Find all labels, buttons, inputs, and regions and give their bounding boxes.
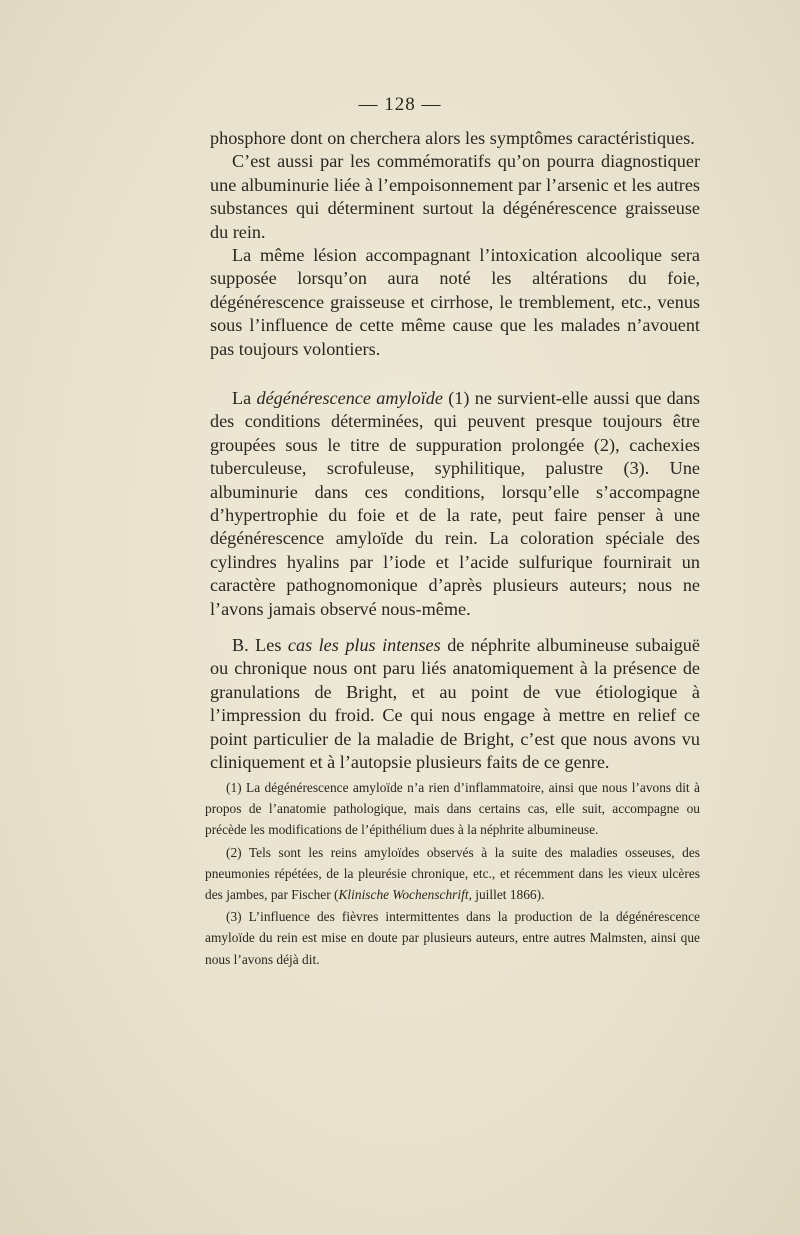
text-block-top [210,127,700,361]
paragraph-continuation: phosphore dont on cherchera alors les symptômes caractéristiques. [210,128,695,148]
paragraph-section-b [210,634,700,774]
paragraph-body: (1) ne survient-elle aussi que dans des conditions déterminées, qui peuvent presque toujours être groupées sous le titre de suppuration prolongée (2), cachexies tuberculeuse, scrofuleuse, syphilitique, palustre (3). Une albuminurie dans ces conditions, lorsqu’elle s’accompagne d’hypertrophie du foie et de la rate, peut faire penser à une dégénérescence amyloïde du rein. La coloration spéciale des cylindres hyalins par l’iode et l’acide sulfurique fournirait un caractère pathognomonique d’après plusieurs auteurs; nous ne l’avons jamais observé nous-même. [210,388,701,619]
italic-term: dégénérescence amyloïde [256,388,443,408]
text-block-amyloide [210,387,700,621]
paragraph-lead: La [232,388,257,408]
paragraph-lead: B. Les [232,635,288,655]
paragraph-degenerescence-amyloide [210,387,700,621]
paragraph-commemoratifs: C’est aussi par les commémoratifs qu’on pourra diagnostiquer une albuminurie liée à l’empoisonnement par l’arsenic et les autres substances qui déterminent surtout la dégénérescence graisseuse du rein. [210,151,700,242]
italic-term: cas les plus intenses [287,635,441,655]
paragraph-body: de néphrite albumineuse subaiguë ou chronique nous ont paru liés anatomiquement à la présence de granulations de Bright, et au point de vue étiologique à l’impression du froid. Ce qui nous engage à mettre en relief ce point particulier de la maladie de Bright, c’est que nous avons vu cliniquement et à l’autopsie plusieurs faits de ce genre. [210,635,700,773]
page-number: — 128 — [358,94,442,115]
footnote-lead: (2) Tels sont les reins amyloïdes observés à la suite des maladies osseuses, des pneumonies répétées, de la pleurésie chronique, etc., et récemment dans les vieux ulcères des jambes, par Fischer ( [205,844,700,903]
footnote-2 [205,842,700,906]
paragraph-intoxication-alcoolique: La même lésion accompagnant l’intoxication alcoolique sera supposée lorsqu’on aura noté les altérations du foie, dégénérescence graisseuse et cirrhose, le tremblement, etc., venus sous l’influence de cette même cause que les malades n’avouent pas toujours volontiers. [210,245,700,359]
footnote-tail: , juillet 1866). [468,887,545,903]
footnotes [205,777,700,971]
footnote-3: (3) L’influence des fièvres intermittentes dans la production de la dégénérescence amyloïde du rein est mise en doute par plusieurs auteurs, entre autres Malmsten, ainsi que nous l’avons déjà dit. [205,909,700,967]
footnote-italic-title: Klinische Wochenschrift [338,887,469,903]
text-block-section-b [210,634,700,774]
footnote-1: (1) La dégénérescence amyloïde n’a rien d’inflammatoire, ainsi que nous l’avons dit à propos de l’anatomie pathologique, mais dans certains cas, elle suit, accompagne ou précède les modifications de l’épithélium dues à la néphrite albumineuse. [205,780,700,838]
